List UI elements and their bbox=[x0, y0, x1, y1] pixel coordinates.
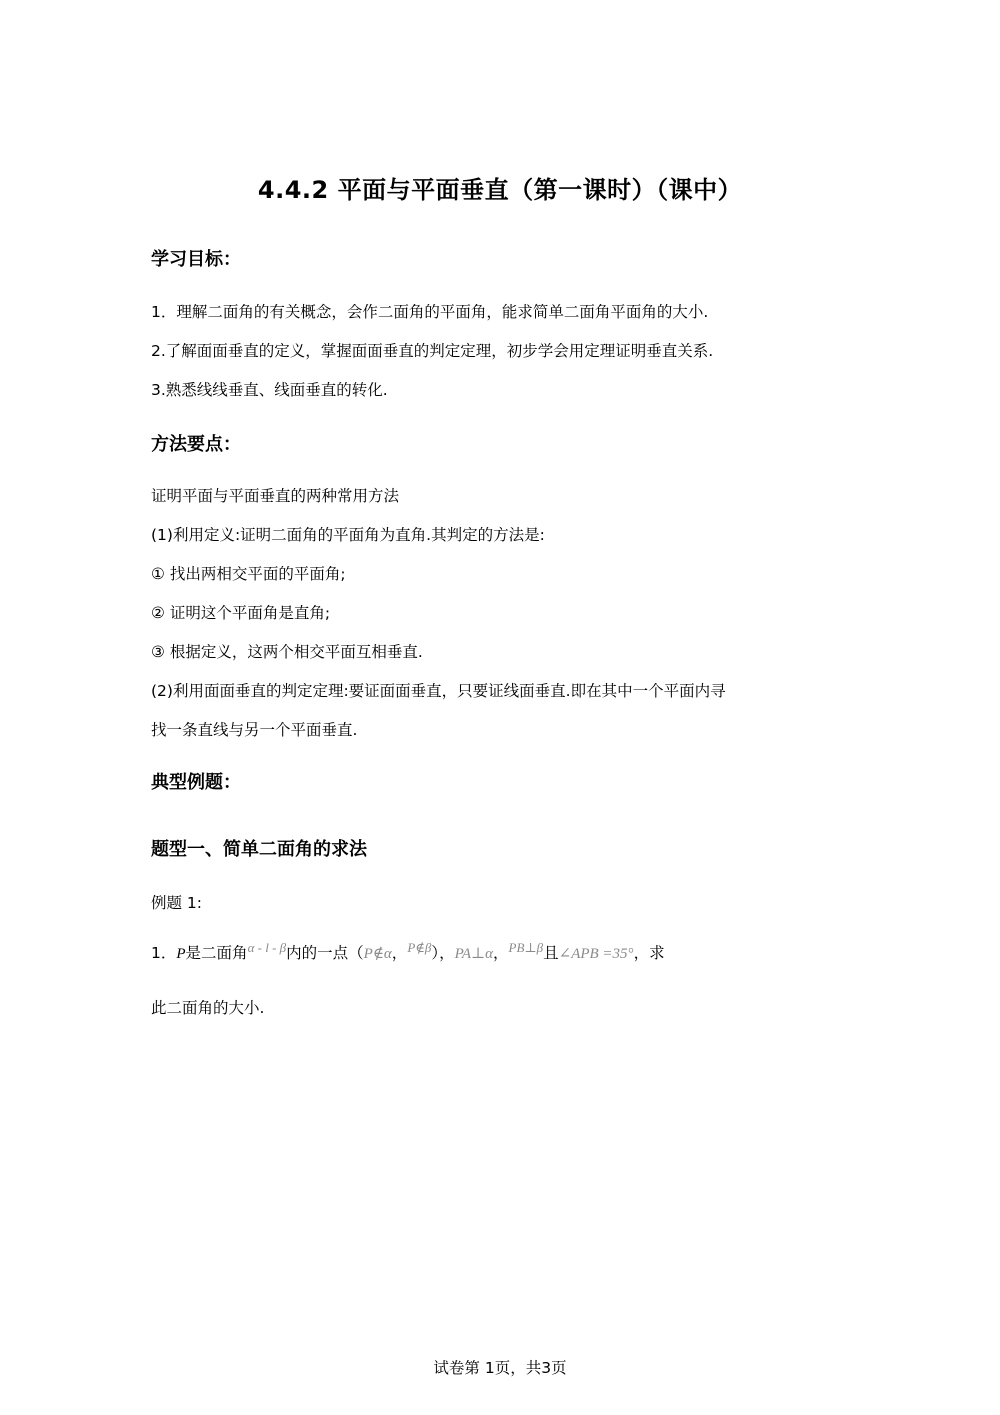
method-line-6: (2)利用面面垂直的判定定理:要证面面垂直，只要证线面垂直.即在其中一个平面内寻 bbox=[151, 682, 726, 700]
problem-number: 1． bbox=[151, 944, 177, 962]
problem-text: ）， bbox=[431, 944, 455, 962]
page-title: 4.4.2 平面与平面垂直（第一课时）（课中） bbox=[257, 176, 743, 204]
problem-text: ， bbox=[493, 944, 509, 962]
condition-p-not-in-alpha: P∉α bbox=[363, 946, 392, 962]
objective-item-3: 3.熟悉线线垂直、线面垂直的转化. bbox=[151, 381, 388, 399]
problem-text: 内的一点（ bbox=[286, 944, 364, 962]
method-line-5: ③ 根据定义，这两个相交平面互相垂直. bbox=[151, 643, 423, 661]
method-line-2: (1)利用定义:证明二面角的平面角为直角.其判定的方法是: bbox=[151, 526, 545, 544]
question-type-heading: 题型一、简单二面角的求法 bbox=[151, 839, 367, 860]
examples-heading: 典型例题： bbox=[151, 772, 241, 793]
example-problem-line-2: 此二面角的大小. bbox=[151, 999, 265, 1017]
objectives-heading: 学习目标： bbox=[151, 249, 241, 270]
method-line-4: ② 证明这个平面角是直角; bbox=[151, 604, 331, 622]
method-line-7: 找一条直线与另一个平面垂直. bbox=[151, 721, 358, 739]
methods-heading: 方法要点： bbox=[151, 434, 241, 455]
page-footer: 试卷第 1页，共3页 bbox=[433, 1359, 567, 1377]
condition-p-not-in-beta: P∉β bbox=[407, 940, 432, 955]
example-label: 例题 1: bbox=[151, 894, 203, 912]
problem-text: 且 bbox=[543, 944, 559, 962]
angle-apb-value: ∠APB =35° bbox=[558, 946, 634, 962]
method-line-3: ① 找出两相交平面的平面角; bbox=[151, 565, 346, 583]
condition-pa-perp-alpha: PA⊥α bbox=[454, 946, 493, 962]
objective-item-2: 2.了解面面垂直的定义，掌握面面垂直的判定定理，初步学会用定理证明垂直关系. bbox=[151, 342, 714, 360]
problem-text: ， bbox=[391, 944, 408, 962]
problem-text: ，求 bbox=[633, 944, 665, 962]
condition-pb-perp-beta: PB⊥β bbox=[508, 940, 544, 955]
method-line-1: 证明平面与平面垂直的两种常用方法 bbox=[151, 487, 400, 505]
problem-text: 是二面角 bbox=[185, 944, 248, 962]
example-problem-line-1 bbox=[151, 941, 665, 963]
objective-item-1: 1．理解二面角的有关概念，会作二面角的平面角，能求简单二面角平面角的大小. bbox=[151, 303, 709, 321]
dihedral-angle-notation: α - l - β bbox=[247, 940, 287, 955]
point-p: P bbox=[176, 946, 186, 962]
